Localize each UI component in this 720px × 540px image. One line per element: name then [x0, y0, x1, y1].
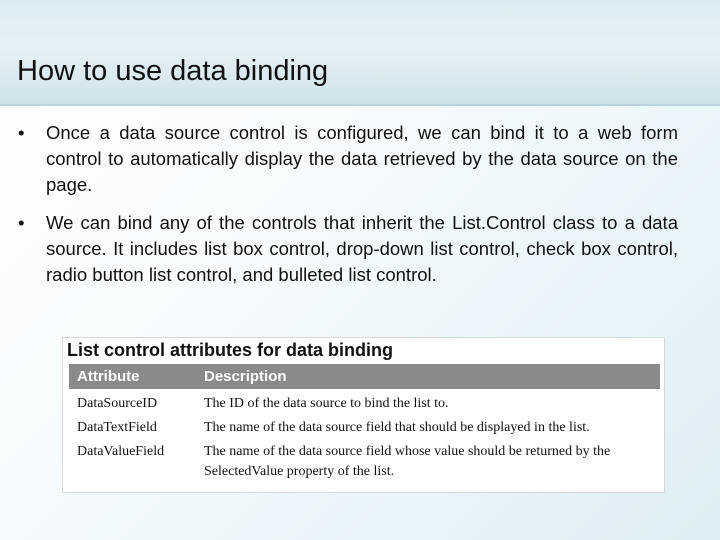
- bullet-dot-icon: •: [18, 122, 25, 143]
- bullet-text: We can bind any of the controls that inherit the List.Control class to a data source. It includes list box control, drop-down list control, check box control, radio button list control, and bulleted list control.: [46, 212, 678, 285]
- description-cell: The name of the data source field that should be displayed in the list.: [204, 420, 590, 435]
- slide-title: How to use data binding: [17, 55, 329, 87]
- attribute-cell: DataTextField: [77, 420, 157, 435]
- description-cell: The name of the data source field whose value should be returned by the SelectedValue property of the list.: [204, 444, 611, 479]
- bullet-item: [18, 120, 678, 198]
- title-band: [0, 0, 720, 106]
- column-header-description: Description: [204, 368, 287, 385]
- figure-title: List control attributes for data binding: [67, 340, 393, 360]
- attributes-figure: [62, 337, 665, 493]
- table-header: [69, 364, 660, 389]
- bullet-item: [18, 210, 678, 288]
- attribute-cell: DataValueField: [77, 444, 165, 459]
- attribute-cell: DataSourceID: [77, 396, 158, 411]
- bullet-text: Once a data source control is configured, we can bind it to a web form control to automatically display the data retrieved by the data source on the page.: [46, 122, 678, 195]
- bullet-list: [18, 120, 678, 300]
- bullet-dot-icon: •: [18, 212, 25, 233]
- description-cell: The ID of the data source to bind the list to.: [204, 396, 449, 411]
- column-header-attribute: Attribute: [77, 368, 140, 385]
